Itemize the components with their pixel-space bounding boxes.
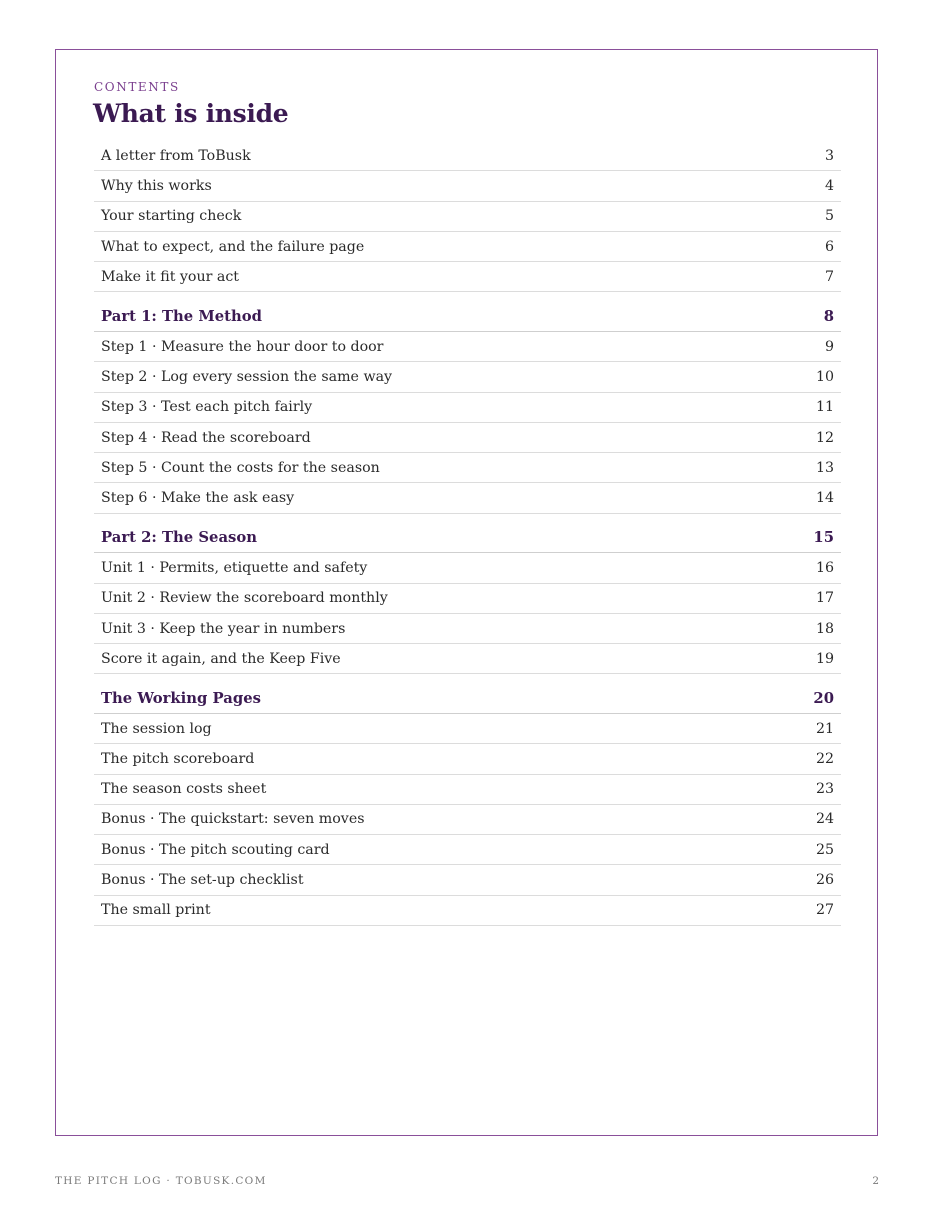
toc-entry-label: Step 2 · Log every session the same way bbox=[101, 368, 393, 385]
page-frame bbox=[55, 49, 878, 1136]
toc-entry-page-number: 14 bbox=[815, 490, 834, 507]
toc-entry[interactable] bbox=[94, 644, 841, 674]
toc-entry-page-number: 18 bbox=[815, 620, 834, 637]
toc-entry-label: Part 2: The Season bbox=[101, 529, 257, 547]
toc-entry[interactable] bbox=[94, 614, 841, 644]
toc-entry-label: The Working Pages bbox=[101, 689, 261, 707]
toc-part-heading[interactable] bbox=[94, 674, 841, 714]
toc-entry[interactable] bbox=[94, 714, 841, 744]
toc-entry-page-number: 16 bbox=[815, 559, 834, 576]
toc-entry-page-number: 25 bbox=[815, 841, 834, 858]
toc-entry[interactable] bbox=[94, 393, 841, 423]
toc-entry-label: Part 1: The Method bbox=[101, 307, 262, 325]
contents-eyebrow: CONTENTS bbox=[94, 80, 180, 94]
footer-page-number: 2 bbox=[872, 1175, 879, 1187]
toc-entry-page-number: 22 bbox=[815, 750, 834, 767]
toc-entry[interactable] bbox=[94, 362, 841, 392]
toc-entry-label: The session log bbox=[101, 720, 212, 737]
toc-entry[interactable] bbox=[94, 775, 841, 805]
toc-entry-page-number: 4 bbox=[824, 177, 834, 194]
toc-entry[interactable] bbox=[94, 332, 841, 362]
toc-entry[interactable] bbox=[94, 805, 841, 835]
toc-entry-page-number: 19 bbox=[815, 650, 834, 667]
toc-entry-label: Unit 2 · Review the scoreboard monthly bbox=[101, 590, 388, 607]
toc-entry[interactable] bbox=[94, 584, 841, 614]
toc-entry-label: The small print bbox=[101, 902, 211, 919]
toc-entry-label: Unit 3 · Keep the year in numbers bbox=[101, 620, 346, 637]
toc-entry-page-number: 20 bbox=[813, 689, 834, 707]
footer-publication: THE PITCH LOG · TOBUSK.COM bbox=[55, 1175, 267, 1187]
toc-entry[interactable] bbox=[94, 896, 841, 926]
toc-entry[interactable] bbox=[94, 262, 841, 292]
toc-entry-label: Bonus · The quickstart: seven moves bbox=[101, 811, 365, 828]
toc-entry-page-number: 23 bbox=[815, 781, 834, 798]
toc-entry[interactable] bbox=[94, 453, 841, 483]
toc-entry-label: What to expect, and the failure page bbox=[101, 238, 365, 255]
toc-entry-page-number: 13 bbox=[815, 459, 834, 476]
toc-entry-page-number: 11 bbox=[815, 399, 834, 416]
toc-entry-page-number: 5 bbox=[824, 208, 834, 225]
table-of-contents bbox=[94, 141, 841, 926]
toc-entry-page-number: 26 bbox=[815, 872, 834, 889]
toc-entry-page-number: 3 bbox=[824, 147, 834, 164]
toc-entry-page-number: 7 bbox=[824, 268, 834, 285]
toc-entry-label: Unit 1 · Permits, etiquette and safety bbox=[101, 559, 368, 576]
toc-entry-label: The season costs sheet bbox=[101, 781, 267, 798]
toc-entry-page-number: 17 bbox=[815, 590, 834, 607]
toc-entry-label: Make it fit your act bbox=[101, 268, 240, 285]
toc-entry-label: Step 6 · Make the ask easy bbox=[101, 490, 295, 507]
toc-entry-page-number: 21 bbox=[815, 720, 834, 737]
toc-part-heading[interactable] bbox=[94, 292, 841, 332]
toc-entry[interactable] bbox=[94, 202, 841, 232]
toc-entry-page-number: 9 bbox=[824, 338, 834, 355]
toc-entry[interactable] bbox=[94, 423, 841, 453]
toc-entry-label: Step 5 · Count the costs for the season bbox=[101, 459, 380, 476]
toc-entry[interactable] bbox=[94, 483, 841, 513]
toc-entry[interactable] bbox=[94, 835, 841, 865]
toc-entry-label: Step 1 · Measure the hour door to door bbox=[101, 338, 384, 355]
toc-entry-page-number: 27 bbox=[815, 902, 834, 919]
toc-entry-label: Score it again, and the Keep Five bbox=[101, 650, 341, 667]
toc-part-heading[interactable] bbox=[94, 514, 841, 554]
toc-entry[interactable] bbox=[94, 553, 841, 583]
toc-entry[interactable] bbox=[94, 232, 841, 262]
page-title: What is inside bbox=[93, 99, 289, 128]
toc-entry-label: The pitch scoreboard bbox=[101, 750, 255, 767]
toc-entry[interactable] bbox=[94, 171, 841, 201]
toc-entry-page-number: 15 bbox=[813, 529, 834, 547]
toc-entry-page-number: 24 bbox=[815, 811, 834, 828]
toc-entry[interactable] bbox=[94, 141, 841, 171]
toc-entry-page-number: 8 bbox=[823, 307, 834, 325]
toc-entry-label: Step 3 · Test each pitch fairly bbox=[101, 399, 313, 416]
toc-entry-label: Step 4 · Read the scoreboard bbox=[101, 429, 311, 446]
toc-entry-label: Your starting check bbox=[101, 208, 242, 225]
toc-entry-page-number: 10 bbox=[815, 368, 834, 385]
toc-entry-page-number: 12 bbox=[815, 429, 834, 446]
toc-entry-label: Why this works bbox=[101, 177, 212, 194]
toc-entry[interactable] bbox=[94, 865, 841, 895]
toc-entry-label: A letter from ToBusk bbox=[101, 147, 251, 164]
toc-entry-label: Bonus · The set-up checklist bbox=[101, 872, 304, 889]
toc-entry-label: Bonus · The pitch scouting card bbox=[101, 841, 330, 858]
toc-entry[interactable] bbox=[94, 744, 841, 774]
toc-entry-page-number: 6 bbox=[824, 238, 834, 255]
